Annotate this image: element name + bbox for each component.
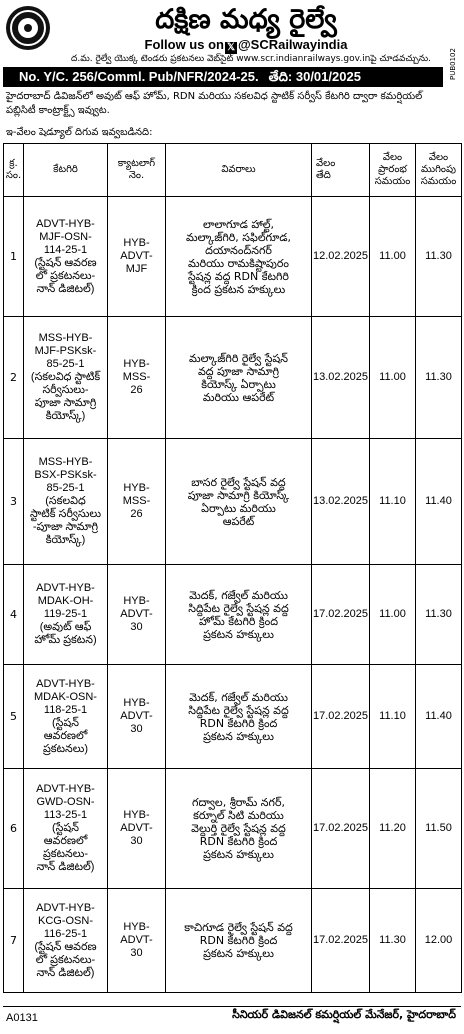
row-category: ADVT-HYB- GWD-OSN- 113-25-1 (స్టేషన్ ఆవరణలో ప్రకటనలు- నాన్ డిజిటల్) (24, 769, 108, 889)
row-sno: 3 (4, 439, 24, 565)
row-end-time: 11.30 (416, 197, 462, 317)
header-start-time: వేలం ప్రారంభ సమయం (370, 144, 416, 197)
row-start-time: 11.00 (370, 317, 416, 439)
table-row (4, 665, 462, 769)
header-date: వేలం తేది (312, 144, 370, 197)
schedule-intro: ఇ-వేలం షెడ్యూల్ దిగువ ఇవ్వబడినది: (6, 127, 153, 138)
row-sno: 7 (4, 889, 24, 993)
x-logo-icon: 𝕏 (226, 42, 235, 53)
header-catalog: క్యాటలాగ్ నెం. (108, 144, 166, 197)
row-start-time: 11.30 (370, 889, 416, 993)
page-title: దక్షిణ మధ్య రైల్వే (155, 4, 337, 35)
row-details: బాసర రైల్వే స్టేషన్ వద్ద పూజా సామాగ్రి కియోస్క్ ఏర్పాటు మరియు ఆపరేట్ (166, 439, 312, 565)
header-sno: క్ర. సం. (4, 144, 24, 197)
row-category: ADVT-HYB- MDAK-OH- 119-25-1 (అవుట్ ఆఫ్ హోమ్ ప్రకటన) (24, 565, 108, 665)
row-end-time: 11.30 (416, 317, 462, 439)
row-date: 17.02.2025 (312, 889, 370, 993)
website-line: ద.మ. రైల్వే యొక్క టెండరు ప్రకటనలు వెబ్‌సైట్ www.scr.indianrailways.gov.inపై చూడవచ్చును. (71, 54, 431, 64)
row-end-time: 11.30 (416, 565, 462, 665)
row-category: ADVT-HYB- KCG-OSN- 116-25-1 (స్టేషన్ ఆవరణ లో ప్రకటనలు- నాన్ డిజిటల్) (24, 889, 108, 993)
row-sno: 4 (4, 565, 24, 665)
notice-number-bar (3, 67, 443, 87)
row-catalog: HYB- ADVT- 30 (108, 565, 166, 665)
row-details: మెదక్, గజ్వేల్ మరియు సిద్దిపేట రైల్వే స్టేషన్ల వద్ద RDN కేటగిరి క్రింద ప్రకటన హక్కులు (166, 665, 312, 769)
row-catalog: HYB- MSS- 26 (108, 439, 166, 565)
row-sno: 2 (4, 317, 24, 439)
row-details: గద్వాల, శ్రీరామ్ నగర్, కర్నూల్ సిటి మరియు వెల్దుర్తి రైల్వే స్టేషన్ల వద్ద RDN కేటగిరి క్రింద ప్రకటన హక్కులు (166, 769, 312, 889)
row-sno: 5 (4, 665, 24, 769)
table-row (4, 889, 462, 993)
row-date: 12.02.2025 (312, 197, 370, 317)
footer-divider (3, 1006, 461, 1007)
row-date: 13.02.2025 (312, 317, 370, 439)
table-header-row (4, 144, 462, 197)
header-end-time: వేలం ముగింపు సమయం (416, 144, 462, 197)
table-row (4, 565, 462, 665)
follow-prefix: Follow us on (144, 37, 224, 52)
header-category: కేటగిరి (24, 144, 108, 197)
table-row (4, 439, 462, 565)
row-sno: 6 (4, 769, 24, 889)
row-date: 13.02.2025 (312, 439, 370, 565)
row-category: ADVT-HYB- MJF-OSN- 114-25-1 (స్టేషన్ ఆవరణ లో ప్రకటనలు- నాన్ డిజిటల్) (24, 197, 108, 317)
row-sno: 1 (4, 197, 24, 317)
row-category: ADVT-HYB- MDAK-OSN- 118-25-1 (స్టేషన్ ఆవరణలో ప్రకటనలు) (24, 665, 108, 769)
row-end-time: 11.40 (416, 439, 462, 565)
row-category: MSS-HYB- MJF-PSKsk- 85-25-1 (సకలవిధ స్టాటిక్ సర్వీసులు- పూజా సామాగ్రి కియోస్క్) (24, 317, 108, 439)
row-start-time: 11.10 (370, 439, 416, 565)
intro-text: హైదరాబాద్ డివిజన్‌లో అవుట్ ఆఫ్ హోమ్, RDN మరియు సకలవిధ స్టాటిక్ సర్వీస్ కేటగిరి ద్వారా కమర్షియల్ పబ్లిసిటీ కాంట్రాక్ట్స్ ఇవ్వుట. (6, 91, 423, 116)
social-follow-line (56, 37, 436, 54)
row-start-time: 11.20 (370, 769, 416, 889)
row-catalog: HYB- ADVT- 30 (108, 769, 166, 889)
table-row (4, 317, 462, 439)
row-details: కాచిగూడ రైల్వే స్టేషన్ వద్ద RDN కేటగిరి క్రింద ప్రకటన హక్కులు (166, 889, 312, 993)
row-catalog: HYB- ADVT- MJF (108, 197, 166, 317)
notice-number: No. Y/C. 256/Comml. Pub/NFR/2024-25. (19, 69, 259, 84)
row-catalog: HYB- ADVT- 30 (108, 665, 166, 769)
row-details: మల్కాజ్‌గిరి రైల్వే స్టేషన్ వద్ద పూజా సామాగ్రి కియోస్క్ ఏర్పాటు మరియు ఆపరేట్ (166, 317, 312, 439)
row-details: లాలాగూడ హాల్ట్, మల్కాజ్‌గిరి, సఫిల్‌గూడ, దయానంద్‌నగర్ మరియు రామకిష్టాపురం స్టేషన్ల వద్ద RDN కేటగిరి క్రింద ప్రకటన హక్కులు (166, 197, 312, 317)
table-row (4, 197, 462, 317)
row-start-time: 11.00 (370, 197, 416, 317)
notice-date: తేది: 30/01/2025 (268, 69, 361, 84)
row-catalog: HYB- ADVT- 30 (108, 889, 166, 993)
footer-code: A0131 (6, 1012, 38, 1024)
row-end-time: 12.00 (416, 889, 462, 993)
table-row (4, 769, 462, 889)
row-details: మెదక్, గజ్వేల్ మరియు సిద్దిపేట రైల్వే స్టేషన్ల వద్ద హోమ్ కేటగిరి క్రింద ప్రకటన హక్కులు (166, 565, 312, 665)
indian-railways-logo-icon (6, 6, 50, 50)
row-date: 17.02.2025 (312, 769, 370, 889)
row-start-time: 11.10 (370, 665, 416, 769)
row-date: 17.02.2025 (312, 565, 370, 665)
follow-handle[interactable]: @SCRailwayindia (237, 37, 348, 52)
footer-signature: సీనియర్ డివిజనల్ కమర్షియల్ మేనేజర్, హైదరాబాద్ (232, 1008, 456, 1021)
row-end-time: 11.40 (416, 665, 462, 769)
row-end-time: 11.50 (416, 769, 462, 889)
row-catalog: HYB- MSS- 26 (108, 317, 166, 439)
row-date: 17.02.2025 (312, 665, 370, 769)
auction-schedule-table (3, 143, 462, 993)
side-publication-code: PUB0102 (449, 48, 457, 80)
row-start-time: 11.00 (370, 565, 416, 665)
header-details: వివరాలు (166, 144, 312, 197)
row-category: MSS-HYB- BSX-PSKsk- 85-25-1 (సకలవిధ స్టాటిక్ సర్వీసులు -పూజా సామాగ్రి కియోస్క్) (24, 439, 108, 565)
